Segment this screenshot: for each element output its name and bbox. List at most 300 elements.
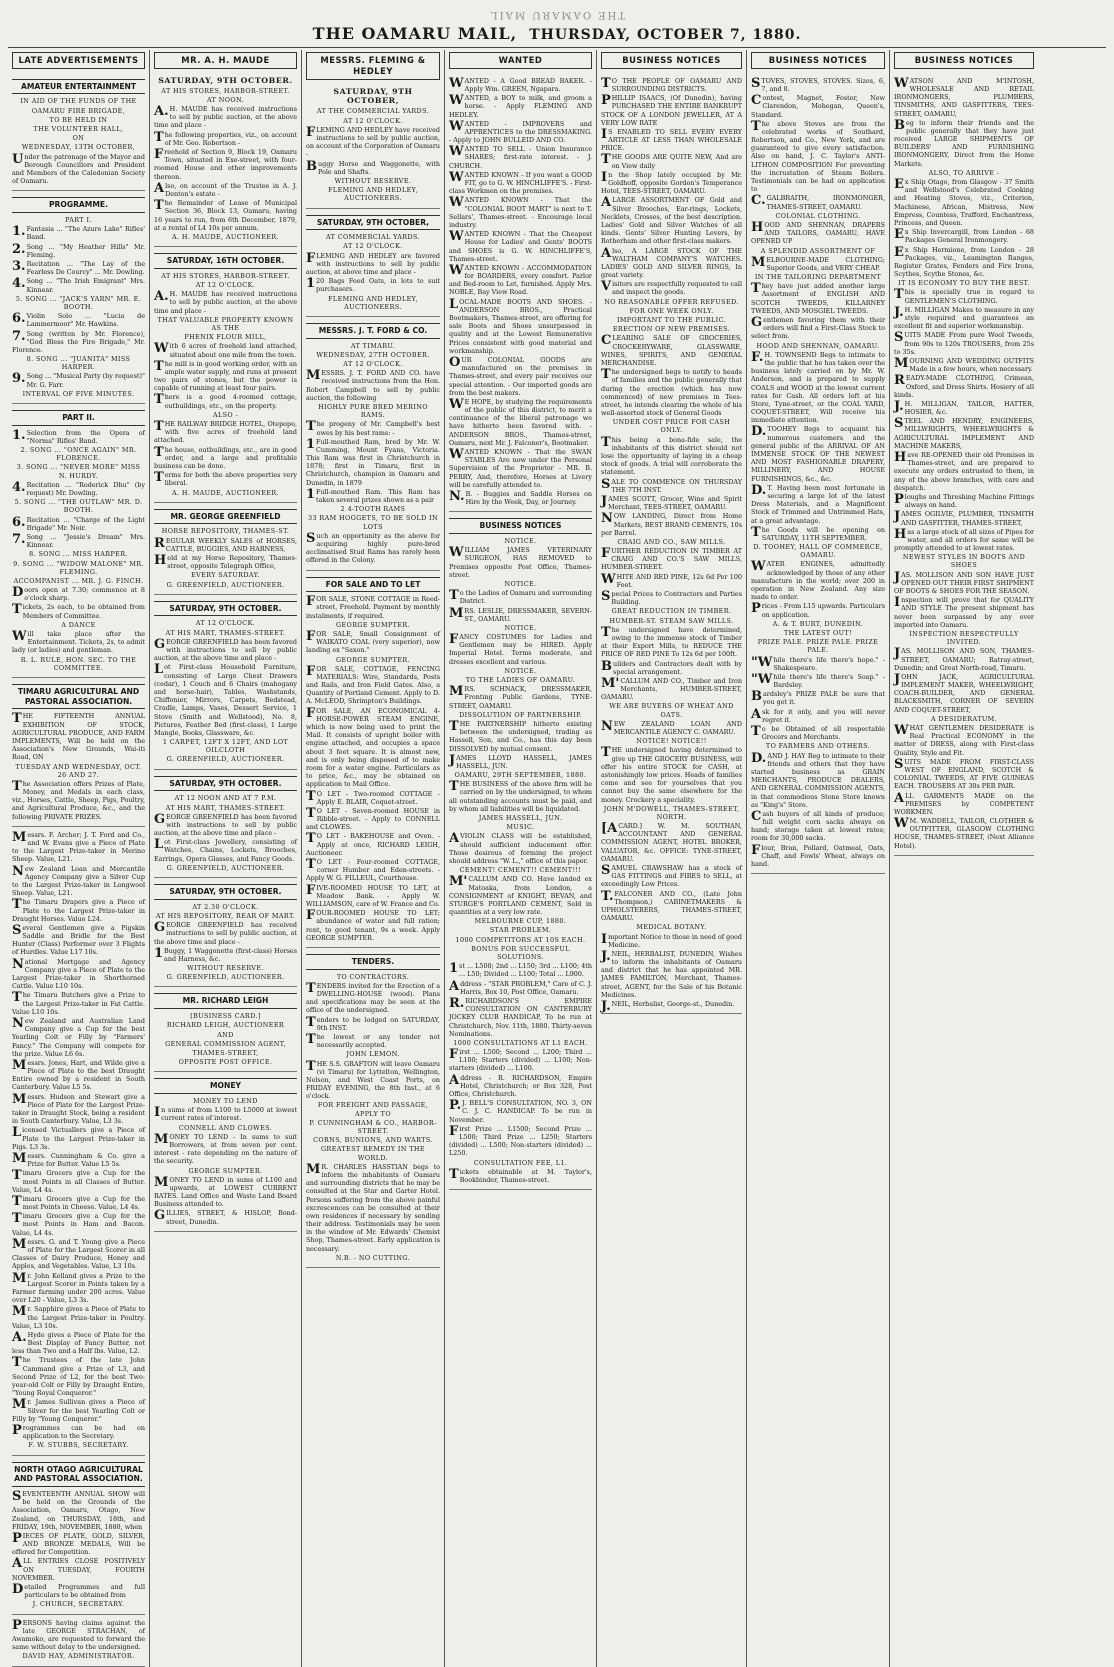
ad-line: 1.Fantasia ... "The Azure Lake" Rifles' Band. bbox=[12, 224, 145, 242]
ad-line: Timaru Grocers give a Cup for the most Points in all Classes of Butter. Value, L4 4s. bbox=[12, 1168, 145, 1194]
ad-line: REGULAR WEEKLY SALES of HORSES, CATTLE, BUGGIES, AND HARNESS, bbox=[154, 535, 297, 553]
ad-line: Messrs. Cunningham & Co. give a Prize for Butter. Value L5 5s. bbox=[12, 1150, 145, 1169]
ad-line: TO FARMERS AND OTHERS. bbox=[765, 742, 871, 751]
ad-line: "While there's life there's Soap." - Bardsley. bbox=[751, 671, 885, 690]
ad-line: THE LATEST OUT! bbox=[783, 628, 853, 637]
ad-line: 120 Bags Feed Oats, in lots to suit purchasers. bbox=[306, 276, 440, 294]
ad-line: AT 12 O'CLOCK. bbox=[343, 360, 403, 368]
ad-line: 5. SONG ... "JACK'S YARN" MR. E. BOOTH. bbox=[15, 294, 142, 311]
ad-line: There is a good 4-roomed cottage, outbuildings, etc., on the property. bbox=[154, 392, 297, 410]
ad-line: WANTED - IMPROVERS and APPRENTICES to the DRESSMAKING. - Apply to JOHN BULLEID AND CO. bbox=[449, 118, 592, 145]
ad-line: 1.Selection from the Opera of "Norma" Rifles' Band. bbox=[12, 427, 145, 445]
advertisement bbox=[601, 73, 742, 1014]
ad-line: READY-MADE CLOTHING, Crimean, Oxford, and Dress Shirts. Hosiery of all kinds. bbox=[894, 373, 1034, 399]
ad-line: Visitors are respectfully requested to call and inspect the goods. bbox=[601, 279, 742, 297]
ad-line: J.NEIL, HERBALIST, DUNEDIN, Wishes to inform the inhabitants of Oamaru and district that he has appointed MR. JAMES FAMILTON, Merchant, Thames-street, AGENT, for the Sale of his Botanic Medicines. bbox=[601, 948, 742, 999]
column-5 bbox=[597, 50, 747, 1667]
advertisement bbox=[12, 191, 145, 404]
ad-line: HOOD AND SHENNAN, OAMARU. bbox=[756, 341, 880, 350]
paper-title: THE OAMARU MAIL, bbox=[312, 24, 518, 43]
ad-line: WANTED KNOWN - That the "COLONIAL BOOT MART" is next to T. Sellars', Thames-street. - Encourage local industry. bbox=[449, 195, 592, 229]
ad-line: OPPOSITE POST OFFICE. bbox=[178, 1058, 273, 1067]
ad-line: R.RICHARDSON'S EMPIRE CONSULTATION ON CANTERBURY JOCKEY CLUB HANDICAP, To be run at Christchurch, Nov. 11th, 1880. Thirty-seven Nominations. bbox=[449, 995, 592, 1038]
ad-line: 3. SONG ... "NEVER MORE" MISS N. HURDY. bbox=[16, 463, 141, 480]
ad-line: AT HIS STORES, HARBOR-STREET. bbox=[161, 271, 290, 280]
ad-line: FOR SALE, COTTAGE, FENCING MATERIALS: Wire, Standards, Posts and Rails, and Iron Field Gates. Also, a Quantity of Portland Cement. Apply to D. A. McLEOD, Shrimpton's Buildings. bbox=[306, 663, 440, 706]
ad-line: TO CONTRACTORS. bbox=[336, 972, 410, 981]
ad-line: AT 12 O'CLOCK. bbox=[343, 116, 403, 125]
ad-line: WATSON AND M'INTOSH, WHOLESALE AND RETAIL IRONMONGERS, PLUMBERS, TINSMITHS, AND GASFITTERS, TEES-STREET, OAMARU, bbox=[894, 75, 1034, 118]
ad-line: 9. SONG ... "WIDOW MALONE" MR. FLEMING. bbox=[13, 559, 144, 576]
ad-line: Have RE-OPENED their old Premises in Thames-street, and are prepared to execute any orders entrusted to them, in any of the above branches, with care and despatch. bbox=[894, 450, 1034, 492]
column-3 bbox=[302, 50, 445, 1667]
ad-line: THE FIFTEENTH ANNUAL EXHIBITION OF STOCK, AGRICULTURAL PRODUCE, AND FARM IMPLEMENTS, Will be held on the Association's New Grounds, Wai-iti Road, ON bbox=[12, 711, 145, 762]
ad-line: MONEY TO LEND bbox=[193, 1097, 258, 1105]
ad-line: A.H. MAUDE has received instructions to sell by public auction, at the above time and place - bbox=[154, 104, 297, 130]
advertisement bbox=[751, 73, 885, 874]
ad-line: THE PARTNERSHIP hitherto existing between the undersigned, trading as Hassell, Son, and Co., has this day been DISSOLVED by mutual consent. bbox=[449, 718, 592, 753]
ad-line: 1000 CONSULTATIONS AT L1 EACH. bbox=[453, 1038, 588, 1047]
ad-line: 3.Recitation ... "The Lay of the Fearless De Courcy" ... Mr. Dowling. bbox=[12, 259, 145, 277]
ad-line: Under the patronage of the Mayor and Borough Councillors and President and Members of the Caledonian Society of Oamaru. bbox=[12, 151, 145, 186]
ad-line: UNDER COST PRICE FOR CASH ONLY. bbox=[612, 418, 731, 435]
ad-line: G. GREENFIELD, AUCTIONEER. bbox=[166, 755, 285, 764]
advertisement bbox=[154, 503, 297, 595]
ad-line: Licensed Victuallers give a Piece of Plate to the Largest Prize-taker in Pigs. L3 3s. bbox=[12, 1125, 145, 1151]
ad-line: THE BUSINESS of the above firm will be carried on by the undersigned, to whom all outstanding accounts must be paid, and by whom all liabilities will be liquidated. bbox=[449, 779, 592, 813]
ad-line: The undersigned have determined, owing to the immense stock of Timber at their Export Mills, to REDUCE THE PRICE OF RED PINE To 12s 6d per 100ft. bbox=[601, 624, 742, 659]
ad-line: GEORGE SUMPTER. bbox=[188, 1166, 263, 1175]
advertisement bbox=[12, 73, 145, 192]
ad-line: Tenders to be lodged on SATURDAY, 9th INST. bbox=[306, 1014, 440, 1032]
ad-line: A. H. MAUDE, AUCTIONEER. bbox=[172, 488, 279, 497]
ad-line: JAS. MOLLISON AND SON, THAMES-STREET, OAMARU; Ratray-street, Dunedin; and Great North-road, Timaru. bbox=[894, 646, 1034, 672]
ad-line: National Mortgage and Agency Company give a Piece of Plate to the Largest Prize-taker in Shorthorned Cattle. Value L10 10s. bbox=[12, 956, 145, 991]
mirror-strip bbox=[8, 6, 1106, 24]
ad-line: EVERY SATURDAY. bbox=[191, 571, 260, 580]
ad-line: AT 12 NOON AND AT 7 P.M. bbox=[174, 794, 277, 803]
ad-line: CLEARING SALE OF GROCERIES, CROCKERYWARE, GLASSWARE, WINES, SPIRITS, AND GENERAL MERCHANDISE. bbox=[601, 333, 742, 367]
ad-line: F. W. STUBBS, SECRETARY. bbox=[28, 1441, 129, 1450]
ad-title: SATURDAY, 9TH OCTOBER, bbox=[306, 215, 440, 231]
ad-line: Bardsley's PRIZE PALE be sure that you get it. bbox=[751, 689, 885, 707]
advertisement bbox=[306, 209, 440, 317]
ad-line: G. GREENFIELD, AUCTIONEER. bbox=[166, 580, 285, 589]
ad-line: SEVENTEENTH ANNUAL SHOW will be held on the Grounds of the Association, Oamaru, Otago, New Zealand, on THURSDAY, 18th, and FRIDAY, 19th, NOVEMBER, 1880, when bbox=[12, 1488, 145, 1531]
ad-line: JAMES HASSELL, JUN. bbox=[478, 814, 563, 823]
ad-line: Messrs. G. and T. Young give a Piece of Plate for the Largest Scorer in all Classes of Dairy Produce, Honey and Apples, and Vegetables. Value, L3 10s. bbox=[12, 1236, 145, 1271]
ad-line: Address - "STAR PROBLEM," Care of C. J. Harris, Box 10, Post Office, Oamaru. bbox=[449, 978, 592, 996]
advertisement bbox=[12, 1456, 145, 1615]
ad-line: [ACARD.] W. M. SOUTHAN, ACCOUNTANT AND GENERAL COMMISSION AGENT, HOTEL BROKER, VALUATOR, &c. OFFICE: TYNE-STREET, OAMARU. bbox=[601, 821, 742, 863]
ad-line: Messrs. F. Archer; J. T. Ford and Co., and W. Evans give a Piece of Plate to the Largest Prize-taker in Merino Sheep. Value, L21. bbox=[12, 829, 145, 864]
ad-line: The following properties, viz., on account of Mr. Geo. Robertson - bbox=[154, 129, 297, 147]
ad-line: Beg to inform their friends and the public generally that they have just received LARGE SHIPMENTS OF BUILDERS' AND FURNISHING IRONMONGERY, Direct from the Home Markets. bbox=[894, 117, 1034, 168]
ad-line: HOOD AND SHENNAN, DRAPERS AND TAILORS, OAMARU, HAVE OPENED UP bbox=[751, 219, 885, 246]
ad-line: D. TOOHEY, HALL OF COMMERCE, OAMARU. bbox=[753, 543, 883, 560]
ad-line: ALSO, TO ARRIVE - bbox=[928, 168, 1000, 177]
ad-line: This being a bona-fide sale, the inhabitants of this district should not lose the opportunity of laying in a cheap stock of goods. A trial will corroborate the statement. bbox=[601, 434, 742, 477]
ad-line: Tickets obtainable at M. Taylor's, Bookbinder, Thames-street. bbox=[449, 1166, 592, 1184]
ad-line: The Goods will be opening on SATURDAY, 11TH SEPTEMBER. bbox=[751, 524, 885, 542]
ad-line: A DESIDERATUM. bbox=[930, 714, 998, 723]
ad-line: FOR SALE, AN ECONOMICAL 4-HORSE-POWER STEAM ENGINE, which is now being used to print the Mail. It consists of upright boiler with engine attached, and occupies a space about 3 feet square. It is almost new, and is only being disposed of to make room for a water engine. Particulars as to price, &c., may be obtained on application to Mail Office. bbox=[306, 705, 440, 789]
ad-line: Timaru Grocers give a Cup for the most Points in Cheese. Value, L4 4s. bbox=[12, 1193, 145, 1212]
ad-line: ON bbox=[72, 134, 85, 143]
ad-line: THAT VALUABLE PROPERTY KNOWN AS THE bbox=[157, 315, 294, 332]
ad-line: THE GOODS ARE QUITE NEW, And are on View daily bbox=[601, 152, 742, 170]
ad-line: AT COMMERCIAL YARDS. bbox=[325, 233, 420, 242]
ad-line: New Zealand Loan and Mercantile Agency Company give a Silver Cup to the Largest Prize-taker in Longwool Sheep. Value, L21. bbox=[12, 863, 145, 898]
ad-line: FLEMING AND HEDLEY are favored with instructions to sell by public auction, at above time and place - bbox=[306, 250, 440, 276]
ad-line: Ex Ship Otago, from Glasgow - 37 Smith and Wellstood's Celebrated Cooking and Heating Stoves, viz., Criterion, Machinese, African, Mistress, New Empress, Countess, Trafford, Enchantress, Princess, and Queen. bbox=[894, 177, 1034, 227]
ad-line: The Timaru Drapers give a Piece of Plate to the Largest Prize-taker in Draught Horses. Value L24. bbox=[12, 897, 145, 923]
ad-line: ALL GARMENTS MADE on the PREMISES by COMPETENT WORKMEN. bbox=[894, 790, 1034, 816]
ad-line: WE HOPE, by studying the requirements of the public of this district, to merit a continuance of the liberal patronage we have hitherto been favored with. - ANDERSON BROS., Thames-street, Oamaru, next Mr. J. Falconer's, Bootmaker. bbox=[449, 396, 592, 447]
advertisement bbox=[306, 948, 440, 1268]
ad-line: Mr. Sapphire gives a Piece of Plate to the Largest Prize-taker in Poultry. Value, L3 10s. bbox=[12, 1304, 145, 1330]
ad-line: INSPECTION RESPECTFULLY INVITED. bbox=[909, 629, 1019, 647]
ad-line: R. L. RULE, HON. SEC. TO THE COMMITTEE. bbox=[20, 655, 137, 672]
column-2 bbox=[150, 50, 302, 1667]
ad-line: MELBOURNE-MADE CLOTHING; Superior Goods, and VERY CHEAP. bbox=[751, 254, 885, 272]
ad-line: Has a large stock of all sizes of Pipes for water, and all orders for same will be promptly attended to at lowest rates. bbox=[894, 526, 1034, 553]
ad-line: WANTED KNOWN - ACCOMMODATION for BOARDERS, every comfort. Parlor and Bed-room to Let, furnished. Apply Mrs. NOBLE, Bay View Road. bbox=[449, 262, 592, 297]
column-header: LATE ADVERTISEMENTS bbox=[12, 52, 145, 69]
ad-line: G. GREENFIELD, AUCTIONEER. bbox=[166, 863, 285, 872]
ad-line: HIGHLY PURE BRED MERINO RAMS. bbox=[318, 402, 428, 420]
ad-line: CONSULTATION FEE, L1. bbox=[473, 1158, 568, 1167]
ad-line: AT THE COMMERCIAL YARDS. bbox=[316, 107, 430, 116]
ad-line: J.H. MILLIGAN Makes to measure in any style required and guarantees an excellent fit and superior workmanship. bbox=[894, 304, 1034, 331]
column-7 bbox=[890, 50, 1038, 1667]
ad-line: WE ARE BUYERS OF WHEAT AND OATS. bbox=[609, 702, 734, 719]
ad-line: AT 12 O'CLOCK. bbox=[343, 242, 403, 251]
ad-title: MESSRS. J. T. FORD & CO. bbox=[306, 323, 440, 339]
ad-title: TENDERS. bbox=[306, 954, 440, 970]
ad-line: Also, on account of the Trustee in A. J. Denton's estate - bbox=[154, 180, 297, 198]
ad-line: GEORGE GREENFIELD has been favored with instructions to sell by public auction, at the above time and place - bbox=[154, 811, 297, 838]
ad-line: WEDNESDAY, 13TH OCTOBER, bbox=[21, 143, 136, 152]
ad-line: CONNELL AND CLOWES. bbox=[178, 1123, 273, 1132]
ad-line: FOR ONE WEEK ONLY. bbox=[629, 306, 714, 315]
ad-line: 6.Violin Solo ... "Lucia de Lammermoor" Mr. Hawkins. bbox=[12, 311, 145, 329]
ad-line: AT 12 O'CLOCK. bbox=[195, 619, 256, 628]
ad-line: GEORGE GREENFIELD has been favored with instructions to sell by public auction, at the above time and place - bbox=[154, 636, 297, 663]
ad-line: MESSRS. J. T. FORD AND CO. have received instructions from the Hon. Robert Campbell to sell by public auction, the following bbox=[306, 368, 440, 402]
ad-line: AT HIS MART, THAMES-STREET. bbox=[165, 628, 286, 637]
ad-line: GREATEST REMEDY IN THE WORLD. bbox=[321, 1145, 425, 1162]
advertisement bbox=[449, 512, 592, 1190]
ad-line: 8. SONG ... "JUANITA" MISS HARPER. bbox=[26, 355, 131, 372]
column-6 bbox=[747, 50, 890, 1667]
ad-line: This is specially true in regard to GENTLEMEN'S CLOTHING. bbox=[894, 287, 1034, 305]
ad-line: CRAIG AND CO., SAW MILLS. bbox=[617, 537, 726, 546]
ad-line: Timaru Grocers give a Cup for the most Points in Ham and Bacon. Value, L4 4s. bbox=[12, 1211, 145, 1237]
ad-line: Mr. James Sullivan gives a Piece of Silver for the best Yearling Colt or Filly by "Young Conqueror." bbox=[12, 1397, 145, 1423]
ad-line: FIVE-ROOMED HOUSE TO LET, at Meadow Bank. - Apply W. WILLIAMSON, care of W. France and Co. bbox=[306, 882, 440, 908]
ad-line: NOTICE. bbox=[504, 537, 537, 546]
ad-line: MRS. SCHNACK, DRESSMAKER, Fronting Public Gardens, TYNE-STREET, OAMARU. bbox=[449, 684, 592, 710]
ad-title: SATURDAY, 9TH OCTOBER. bbox=[158, 75, 293, 85]
ad-line: PHENIX FLOUR MILL, bbox=[184, 333, 267, 342]
advertisement bbox=[154, 770, 297, 878]
ad-line: THE undersigned having determined to give up THE GROCERY BUSINESS, will offer his entire STOCK for CASH, at astonishingly low prices. Heads of families come and see for yourselves that you cannot buy the same elsewhere for the money. Crockery a speciality. bbox=[601, 745, 742, 804]
ad-line: NOTICE! NOTICE!! bbox=[636, 737, 707, 746]
ad-line: 2 4-TOOTH RAMS bbox=[340, 505, 406, 514]
ad-line: F.H. TOWNSEND Begs to intimate to the public that he has taken over the business lately carried on by Mr. W. Anderson, and is prepared to supply COALS and WOOD at the lowest current rates for Cash. All orders left at his Store, Tyne-street, or the COAL YARD, COQUET-STREET, Will receive his immediate attention. bbox=[751, 349, 885, 425]
advertisement bbox=[894, 73, 1034, 856]
ad-line: Important Notice to those in need of good Medicine. bbox=[601, 931, 742, 949]
ad-line: 1Full-mouthed Ram, bred by Mr. W. Cumming, Mount Fyans, Victoria. This Ram was first in Christchurch in 1878; first in Timaru, first in Christchurch, champion in Oamaru and Dunedin, in 1879 bbox=[306, 436, 440, 487]
ad-line: J.H. MILLIGAN, TAILOR, HATTER, HOSIER, &c. bbox=[894, 398, 1034, 417]
ad-line: TO THE LADIES OF OAMARU. bbox=[465, 676, 576, 685]
advertisement bbox=[12, 827, 145, 1456]
ad-line: THE VOLUNTEER HALL, bbox=[33, 125, 124, 134]
ad-line: COLONIAL CLOTHING. bbox=[775, 211, 861, 220]
ad-line: Special Prices to Contractors and Parties Building. bbox=[601, 589, 742, 607]
ad-line: N.B. - Buggies and Saddle Horses on Hire by the Week, Day, or Journey. bbox=[449, 488, 592, 507]
ad-title: BUSINESS NOTICES bbox=[449, 518, 592, 534]
ad-line: Messrs. Hudson and Stewart give a Piece of Plate for the Largest Prize-taker in Draught Stock, being a resident in South Canterbury. Value, L3 3s. bbox=[12, 1091, 145, 1126]
ad-line: FANCY COSTUMES for Ladies and Gentlemen may be HIRED. Apply Imperial Hotel. Terms moderate, and dresses excellent and various. bbox=[449, 632, 592, 666]
ad-line: WITHOUT RESERVE. bbox=[187, 964, 264, 973]
ad-title: PROGRAMME. bbox=[12, 197, 145, 213]
ad-line: GEORGE SUMPTER. bbox=[335, 620, 410, 629]
ad-line: Programmes can be had on application to the Secretary. bbox=[12, 1422, 145, 1441]
column-header: BUSINESS NOTICES bbox=[751, 52, 885, 69]
ad-line: D.TOOHEY Begs to acquaint his numerous customers and the general public of the ARRIVAL OF AN IMMENSE STOCK OF THE NEWEST AND MOST FASHIONABLE DRAPERY, MILLINERY, AND HOUSE FURNISHINGS, &c., &c. bbox=[751, 424, 885, 483]
ad-line: WANTED KNOWN - That the Cheapest House for Ladies' and Gents' BOOTS and SHOES is G. W. HINCHLIFFE'S, Thames-street. bbox=[449, 229, 592, 263]
ad-line: 33 RAM HOGGETS, TO BE SOLD IN LOTS bbox=[308, 514, 438, 531]
ad-line: 7.Song ... "Jessie's Dream" Mrs. Kinnear. bbox=[12, 531, 145, 550]
ad-line: ALSO - bbox=[212, 410, 239, 419]
ad-line: Terms for both the above properties very liberal. bbox=[154, 470, 297, 488]
ad-line: D.AND J. HAY Beg to intimate to their friends and others that they have started business as GRAIN MERCHANTS, PRODUCE DEALERS, AND GENERAL COMMISSION AGENTS, in that commodious Stone Store known as "King's" Store. bbox=[751, 750, 885, 809]
ad-line: GILLIES, STREET, & HISLOP, Bond-street, Dunedin. bbox=[154, 1208, 297, 1226]
ad-line: RICHARD LEIGH, AUCTIONEER bbox=[166, 1021, 285, 1030]
ad-line: TO LET - Seven-roomed HOUSE in Ribble-street. - Apply to CONNELL and CLOWES. bbox=[306, 805, 440, 832]
advertisement bbox=[154, 247, 297, 503]
ad-title: AMATEUR ENTERTAINMENT bbox=[12, 79, 145, 95]
ad-line: A DANCE bbox=[61, 620, 96, 629]
ad-line: AT HIS STORES, HARBOR-STREET. bbox=[161, 86, 290, 95]
ad-line: ALL ENTRIES CLOSE POSITIVELY ON TUESDAY, FOURTH NOVEMBER. bbox=[12, 1556, 145, 1582]
ad-line: WEDNESDAY, 27TH OCTOBER. bbox=[316, 350, 430, 359]
ad-line: 2. SONG ... "ONCE AGAIN" MR. FLORENCE. bbox=[20, 446, 137, 463]
ad-line: WANTED KNOWN - If you want a GOOD FIT, go to G. W. HINCHLIFFE'S. - First-class Workmen on the premises. bbox=[449, 169, 592, 196]
ad-line: First ... L500; Second ... L200; Third ... L100; Starters (divided) ... L100; Non-starters (divided) ... L100. bbox=[449, 1047, 592, 1073]
ad-line: AT 12 O'CLOCK. bbox=[195, 281, 256, 289]
ad-title: MR. RICHARD LEIGH bbox=[154, 993, 297, 1009]
column-4 bbox=[445, 50, 597, 1667]
ad-line: THE S.S. GRAFTON will leave Oamaru (vi Timaru) for Lyttelton, Wellington, Nelson, and West Coast Ports, on FRIDAY EVENING, the 8th Inst., at 6 o'clock. bbox=[306, 1058, 440, 1101]
ad-line: Freehold of Section 9, Block 19, Oamaru Town, situated in Exe-street, with four-roomed House and other improvements thereon. bbox=[154, 147, 297, 181]
ad-line: MELBOURNE CUP, 1880. bbox=[474, 917, 567, 926]
ad-line: AT HIS REPOSITORY, REAR OF MART. bbox=[155, 911, 296, 920]
ad-line: AVIOLIN CLASS will be established, should sufficient inducement offer. Those desirous of forming the project should address "W. L.," office of this paper. bbox=[449, 831, 592, 865]
ad-line: They have just added another large Assortment of ENGLISH AND SCOTCH TWEEDS, KILLARNEY TWEEDS, AND MOSGIEL TWEEDS. bbox=[751, 281, 885, 315]
ad-line: TO BE HELD IN bbox=[49, 115, 108, 124]
ad-line: A SPLENDID ASSORTMENT OF bbox=[760, 246, 876, 255]
ad-line: FOR SALE, Small Consignment of WAIKATO COAL (very superior), now landing ex "Saxon." bbox=[306, 628, 440, 655]
ad-line: IMPORTANT TO THE PUBLIC. bbox=[616, 316, 727, 324]
ad-line: The mill is in good working order, with an ample water supply, and runs at present two pairs of stones, but the power is capable of running at least four pairs. bbox=[154, 358, 297, 393]
ad-line: IN THE TAILORING DEPARTMENT bbox=[754, 273, 882, 282]
ad-line: A. & T. BURT, DUNEDIN. bbox=[772, 619, 864, 628]
advertisement bbox=[449, 73, 592, 513]
ad-line: J.NEIL, Herbalist, George-st., Dunedin. bbox=[601, 999, 735, 1014]
column-header: BUSINESS NOTICES bbox=[601, 52, 742, 69]
ad-line: Tickets, 2s each, to be obtained from Members of Committee. bbox=[12, 602, 145, 620]
advertisement bbox=[154, 595, 297, 770]
ad-line: 2.Song ... "My Heather Hills" Mr. Fleming. bbox=[12, 241, 145, 259]
ad-line: WM. WADDELL, TAILOR, CLOTHIER & OUTFITTER, GLASGOW CLOTHING HOUSE, THAMES-STREET, (Next Alliance Hotel). bbox=[894, 816, 1034, 850]
ad-line: TO LET - Two-roomed COTTAGE - Apply E. BLAIR, Coquet-street. bbox=[306, 788, 440, 806]
ad-line: Gentlemen favoring them with their orders will find a First-Class Stock to select from. bbox=[751, 315, 885, 341]
ad-line: INTERVAL OF FIVE MINUTES. bbox=[22, 389, 135, 398]
ad-line: PART I. bbox=[65, 216, 92, 225]
ad-line: 6.Recitation ... "Charge of the Light Brigade" Mr. Noir. bbox=[12, 514, 145, 532]
ad-line: OAMARU FIRE BRIGADE, bbox=[31, 106, 126, 115]
ad-line: T.FALCONER AND CO., (Late John Thompson,) CABINETMAKERS & UPHOLSTERERS, THAMES-STREET, OAMARU. bbox=[601, 888, 742, 923]
advertisement bbox=[12, 404, 145, 678]
ad-line: JOHN LEMON. bbox=[346, 1050, 400, 1059]
ad-line: FOUR-ROOMED HOUSE TO LET; abundance of water and full ration; rent, to good tenant, 9s a week. Apply GEORGE SUMPTER. bbox=[306, 908, 440, 942]
ad-line: 4.Recitation ... "Roderick Dhu" (by request) Mr. Dowling. bbox=[12, 479, 145, 498]
ad-line: FURTHER REDUCTION IN TIMBER AT CRAIG AND CO.'S SAW MILLS, HUMBER-STREET. bbox=[601, 546, 742, 572]
ad-line: PHILLIP ISAACS, (Of Dunedin), having PURCHASED THE ENTIRE BANKRUPT STOCK OF A LONDON JEWELLER, AT A VERY LOW RATE bbox=[601, 93, 742, 127]
ad-line: IT IS ECONOMY TO BUY THE BEST. bbox=[898, 279, 1030, 288]
column-1 bbox=[8, 50, 150, 1667]
ad-line: First Prize ... L1500; Second Prize ... L500; Third Prize ... L250; Starters (divided) ... L500; Non-starters (divided) ... L250. bbox=[449, 1123, 592, 1158]
ad-line: WANTED - A Good BREAD BAKER. - Apply Wm. GREEN, Ngapara. bbox=[449, 75, 592, 93]
ad-line: FOR SALE, STONE COTTAGE in Reed-street, Freehold. Payment by monthly instalments, if required. bbox=[306, 594, 440, 620]
ad-line: Ask for it only, and you will never regret it. bbox=[751, 706, 885, 724]
ad-line: WILLIAM JAMES VETERINARY SURGEON, HAS REMOVED to Premises opposite Post Office, Thames-street. bbox=[449, 545, 592, 579]
ad-line: ERECTION OF NEW PREMISES. bbox=[612, 325, 731, 334]
ad-line: WHITE AND RED PINE, 12s 6d Per 100 Feet. bbox=[601, 571, 742, 589]
ad-line: The above Stoves are from the celebrated works of Southard, Robertson, and Co., New York, and are guaranteed to give every satisfaction. Also on hand, J. C. Taylor's ANTI-LITHON COMPOSITION For preventing the incrustation of Steam Boilers. Testimonials can be had on application to bbox=[751, 118, 885, 194]
ad-line: JOHN JACK, AGRICULTURAL IMPLEMENT MAKER, WHEELWRIGHT, COACH-BUILDER, AND GENERAL BLACKSMITH, CORNER OF SEVERN AND COQUET-STREET, bbox=[894, 671, 1034, 714]
ad-line: SALE TO COMMENCE ON THURSDAY THE 7TH INST. bbox=[601, 476, 742, 494]
ad-line: C.GALBRAITH, IRONMONGER, THAMES-STREET, OAMARU. bbox=[751, 193, 885, 211]
ad-title: TIMARU AGRICULTURAL AND PASTORAL ASSOCIATION. bbox=[12, 684, 145, 709]
ad-line: Address - R. RICHARDSON, Empire Hotel, Christchurch; or Box 328, Post Office, Christchurch. bbox=[449, 1072, 592, 1099]
ad-line: Will take place after the Entertainment. Tickets, 2s, to admit lady (or ladies) and gentleman. bbox=[12, 629, 145, 655]
ad-line: MR. CHARLES HASSTIAN begs to inform the inhabitants of Oamaru and surrounding districts that he may be consulted at the Star and Garter Hotel. Persons suffering from the above painful excrescences can be consulted at their own residences if necessary by sending their address. Testimonials may be seen in the window of Mr. Edwards' Chemist Shop, Thames-street. Early application is necessary. bbox=[306, 1161, 440, 1253]
ad-title: MR. GEORGE GREENFIELD bbox=[154, 509, 297, 525]
ad-line: NOW LANDING, Direct from Home Markets, BEST BRAND CEMENTS, 10s per Barrel. bbox=[601, 511, 743, 537]
ad-line: Builders and Contractors dealt with by special arrangement. bbox=[601, 658, 742, 676]
ad-line: PRIZE PALE. PRIZE PALE. PRIZE PALE. bbox=[757, 638, 879, 655]
ad-line: Contest, Magnet, Foster, New Clarendon, Mohegan, Queen's, Standard. bbox=[751, 93, 885, 119]
ad-line: The Association offers Prizes of Plate, Money, and Medals in each class, viz., Horses, Cattle, Sheep, Pigs, Poultry, and Agricultural Produce, &c., and the following PRIVATE PRIZES. bbox=[12, 778, 145, 821]
ad-line: The Trustees of the late John Cammand give a Prize of L3, and Second Prize of L2, for the best Two-year-old Colt or Filly by Draught Entire, "Young Royal Conqueror." bbox=[12, 1355, 145, 1398]
ad-line: JAS. MOLLISON AND SON HAVE JUST OPENED OUT THEIR FIRST SHIPMENT OF BOOTS & SHOES FOR THE SEASON. bbox=[894, 569, 1034, 595]
ad-line: FLEMING AND HEDLEY, AUCTIONEERS. bbox=[328, 186, 418, 203]
ad-line: OUR COLONIAL GOODS are manufactured on the premises in Thames-street, and every pair receives our special attention. - Our imported goods are from the best makers. bbox=[449, 354, 592, 397]
ad-line: [BUSINESS CARD.] bbox=[190, 1012, 261, 1021]
advertisement bbox=[12, 1615, 145, 1667]
ad-line: PIECES OF PLATE, GOLD, SILVER, AND BRONZE MEDALS, Will be offered for Competition. bbox=[12, 1530, 145, 1557]
ad-line: MONEY TO LEND - In sums to suit Borrowers, at from seven per cent. interest - rate depending on the nature of the security. bbox=[154, 1131, 297, 1166]
ad-line: The house, outbuildings, etc., are in good order, and a large and profitable business can be done. bbox=[154, 444, 297, 470]
advertisement bbox=[154, 1072, 297, 1232]
ad-line: NO REASONABLE OFFER REFUSED. bbox=[604, 297, 739, 306]
ad-line: THE RAILWAY BRIDGE HOTEL, Otepopo, with five acres of freehold land attached. bbox=[154, 419, 297, 445]
ad-line: WANTED KNOWN - That the SWAN STABLES Are now under the Personal Supervision of the Proprietor - MR. B. PERRY, And, therefore, Horses at Livery will be carefully attended to. bbox=[449, 447, 592, 489]
ad-line: IN AID OF THE FUNDS OF THE bbox=[20, 97, 137, 106]
ad-line: STEEL AND HENDRY, ENGINEERS, MILLWRIGHTS, WHEELWRIGHTS & AGRICULTURAL IMPLEMENT AND MACHINE MAKERS, bbox=[894, 416, 1034, 450]
ad-line: Detailed Programmes and full particulars to be obtained from bbox=[12, 1582, 145, 1600]
ad-line: The Timaru Butchers give a Prize to the Largest Prize-taker in Fat Cattle. Value L10 10s. bbox=[12, 990, 145, 1016]
ad-line: AT 2.30 O'CLOCK. bbox=[192, 902, 259, 911]
ad-line: G. GREENFIELD, AUCTIONEER. bbox=[166, 973, 285, 982]
ad-line: GREAT REDUCTION IN TIMBER. bbox=[611, 607, 732, 616]
ad-line: TO LET - BAKEHOUSE and Oven. - Apply at once, RICHARD LEIGH, Auctioneer. bbox=[306, 831, 440, 857]
ad-line: JOHN M'DOWELL, THAMES-STREET, NORTH. bbox=[603, 804, 740, 821]
column-header: MESSRS. FLEMING & HEDLEY bbox=[306, 52, 440, 80]
ad-line: WATER ENGINES, admittedly acknowledged by those of any other manufacture in the world; over 200 in operation in New Zealand. Any size made to order. bbox=[751, 559, 885, 602]
ad-line: Doors open at 7.30; commence at 8 o'clock sharp. bbox=[12, 585, 145, 603]
ad-line: A. H. MAUDE, AUCTIONEER. bbox=[172, 232, 279, 241]
ad-line: SUITS MADE FROM FIRST-CLASS WEST OF ENGLAND, SCOTCH & COLONIAL TWEEDS, AT FIVE GUINEAS EACH. TROUSERS AT 30s PER PAIR. bbox=[894, 756, 1034, 791]
ad-line: The lowest or any tender not necessarily accepted. bbox=[306, 1031, 440, 1050]
ad-line: 1Buggy, 1 Waggonette (first-class) Horses and Harness, &c. bbox=[154, 945, 297, 963]
ad-line: Prices - From L15 upwards. Particulars on application. bbox=[751, 601, 885, 619]
ad-line: AT TIMARU. bbox=[350, 341, 396, 350]
ad-line: Several Gentlemen give a Pigskin Saddle and Bridle for the Best Hunter (Class) Performer over 3 Flights of Hurdles. Value L17 10s. bbox=[12, 922, 145, 957]
ad-line: WANTED, a BOY to milk, and groom a horse. - Apply FLEMING AND HEDLEY. bbox=[449, 93, 592, 119]
ad-line: JAMES LLOYD HASSELL, JAMES HASSELL, JUN. bbox=[449, 752, 592, 770]
masthead bbox=[8, 24, 1106, 48]
ad-line: Flour, Bran, Pollard, Oatmeal, Oats, Chaff, and Fowls' Wheat, always on hand. bbox=[751, 842, 885, 868]
ad-line: Ploughs and Threshing Machine Fittings always on hand. bbox=[894, 491, 1034, 510]
ad-line: DAVID HAY, ADMINISTRATOR. bbox=[22, 1652, 135, 1661]
ad-line: TO LET - Four-roomed COTTAGE, corner Humber and Eden-streets. - Apply W. G. FILLEUL, Courthouse. bbox=[306, 857, 440, 883]
ad-title: SATURDAY, 9TH OCTOBER. bbox=[154, 776, 297, 792]
ad-line: NOTICE. bbox=[504, 579, 537, 588]
advertisement bbox=[12, 678, 145, 827]
ad-line: NOTICE. bbox=[504, 666, 537, 675]
ad-line: OAMARU, 29TH SEPTEMBER, 1880. bbox=[454, 771, 587, 780]
ad-line: 8. SONG ... MISS HARPER. bbox=[29, 550, 128, 559]
columns bbox=[8, 50, 1106, 1661]
ad-line: BONUS FOR SUCCESSFUL SOLUTIONS. bbox=[471, 944, 570, 962]
ad-line: Such an opportunity as the above for acquiring highly pure-bred acclimatised Stud Rams has rarely been offered in the Colony. bbox=[306, 530, 440, 565]
ad-line: 7.Song (written by Mr. Florence), "God Bless the Fire Brigade," Mr. Florence. bbox=[12, 328, 145, 354]
ad-line: IS ENABLED TO SELL EVERY EVERY ARTICLE AT LESS THAN WHOLESALE PRICE. bbox=[601, 126, 742, 153]
ad-line: Ex Ship Invercargill, from London - 68 Packages General Ironmongery. bbox=[894, 227, 1034, 245]
ad-line: WITHOUT RESERVE. bbox=[334, 176, 412, 185]
column-header: BUSINESS NOTICES bbox=[894, 52, 1034, 69]
ad-line: 4.Song ... "The Irish Emigrant" Mrs. Kinnear. bbox=[12, 276, 145, 294]
ad-line: MRS. LESLIE, DRESSMAKER, SEVERN-ST., OAMARU. bbox=[449, 605, 592, 623]
ad-line: NEWEST STYLES IN BOOTS AND SHOES bbox=[902, 553, 1026, 570]
ad-line: TENDERS invited for the Erection of a DWELLING-HOUSE (wood). Plans and specifications may be seen at the office of the undersigned. bbox=[306, 980, 440, 1015]
ad-line: 9.Song ... "Musical Party (by request)" Mr. G. Farr. bbox=[12, 371, 145, 389]
advertisement bbox=[306, 571, 440, 948]
ad-line: TO THE PEOPLE OF OAMARU AND SURROUNDING DISTRICTS. bbox=[601, 75, 742, 93]
ad-line: Lot First-class Jewellery, consisting of Watches, Chains, Lockets, Brooches, Earrings, Opera Glasses, and Fancy Goods. bbox=[154, 837, 297, 863]
ad-line: SUITS MADE From pure Wool Tweeds, from 90s to 120s TROUSERS, from 25s to 35s. bbox=[894, 330, 1034, 356]
ad-line: MOURNING AND WEDDING OUTFITS Made in a few hours, when necessary. bbox=[894, 355, 1034, 374]
ad-line: A.Hyde gives a Piece of Plate for the Best Display of Fancy Butter, not less than Two and a Half lbs. Value, L2. bbox=[12, 1329, 145, 1356]
advertisement bbox=[154, 987, 297, 1072]
ad-line: WHAT GENTLEMEN DESIDERATE is Real Practical ECONOMY in the matter of DRESS, along with First-class Quality, Style and Fit. bbox=[894, 723, 1034, 757]
advertisement bbox=[154, 73, 297, 247]
